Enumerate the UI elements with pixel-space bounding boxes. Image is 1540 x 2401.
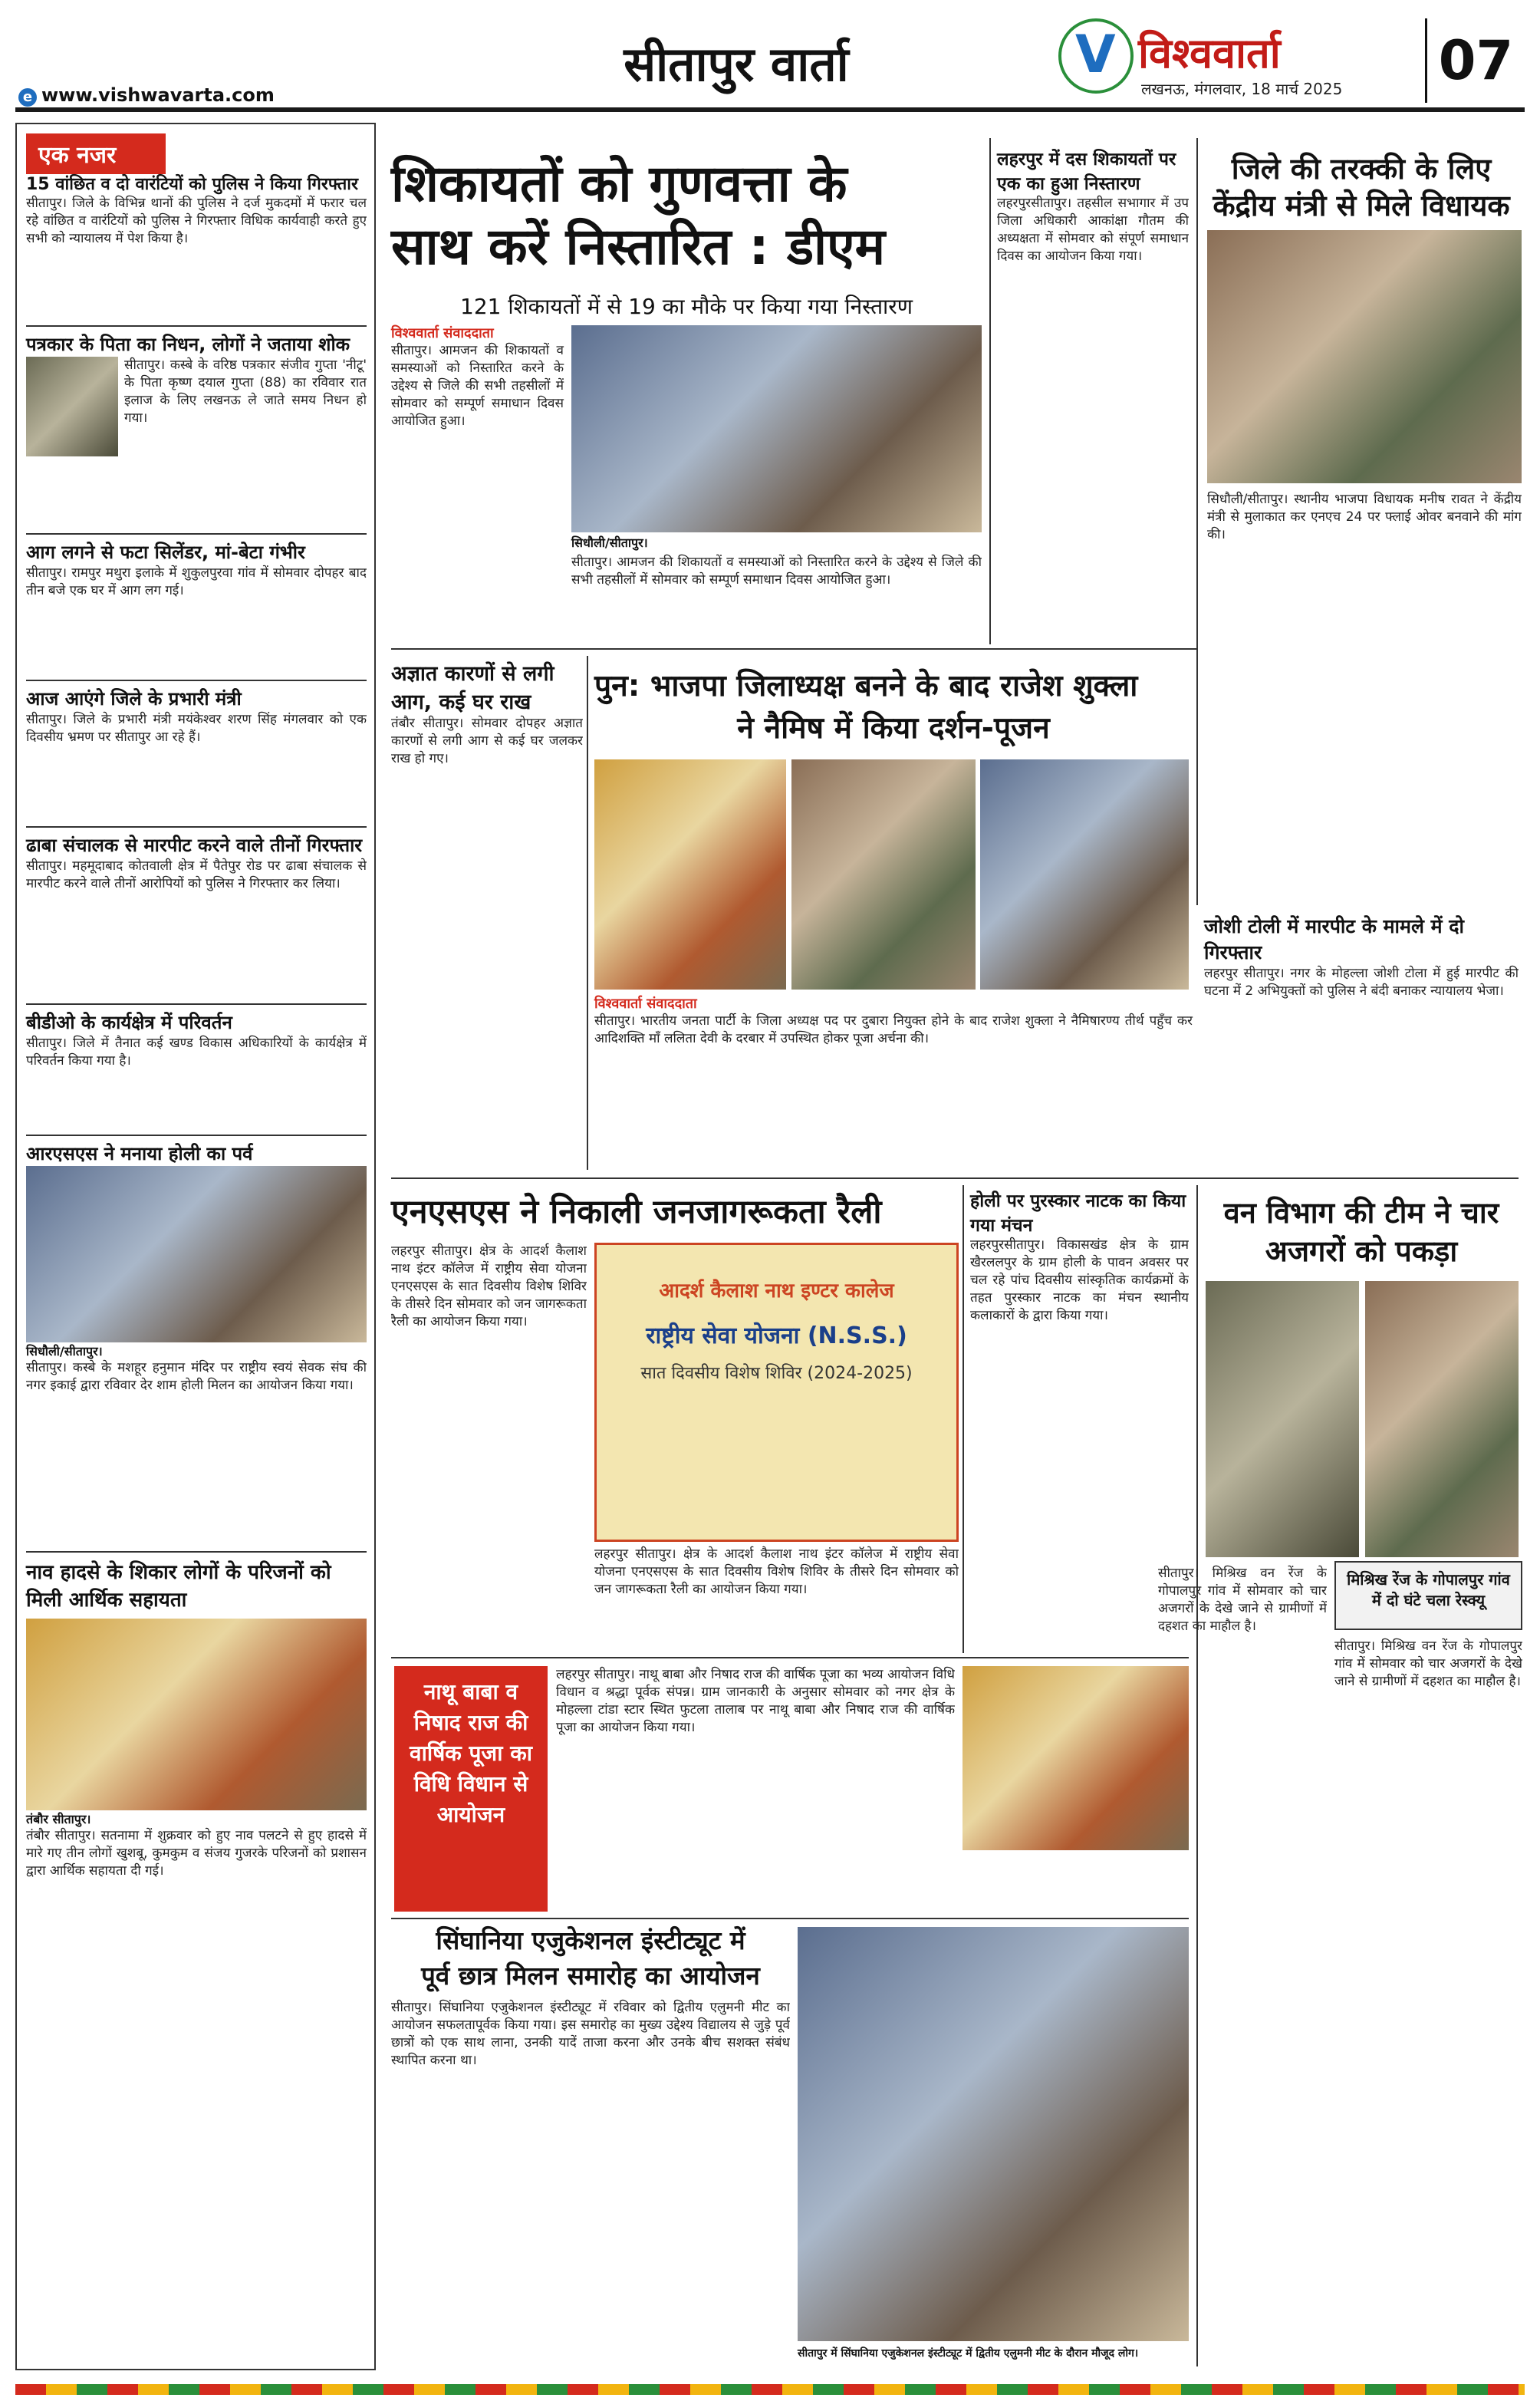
puja-body: लहरपुर सीतापुर। नाथू बाबा और निषाद राज की वार्षिक पूजा का भव्य आयोजन विधि विधान व श्रद्धा पूर्वक संपन्न। ग्राम जानकारी के अनुसार सोमवार को नगर क्षेत्र के मोहल्ला टांडा स्टार स्थित फुटला तालाब पर नाथू बाबा और निषाद राज की वार्षिक पूजा का आयोजन किया गया। [556,1667,955,1735]
drama-head: होली पर पुरस्कार नाटक का किया गया मंचन [970,1191,1186,1236]
python-photo-2 [1365,1281,1519,1557]
lead-body-continued: सीतापुर। आमजन की शिकायतों व समस्याओं को निस्तारित करने के उद्देश्य से जिले की सभी तहसीलों में सोमवार को सम्पूर्ण समाधान दिवस आयोजित हुआ। [571,555,982,588]
story-body: सीतापुर। जिले में तैनात कई खण्ड विकास अधिकारियों के कार्यक्षेत्र में परिवर्तन किया गया है। [26,1036,367,1069]
section-title: सीतापुर वार्ता [624,36,849,92]
fire-story [391,658,583,1221]
nss-head: एनएसएस ने निकाली जनजागरूकता रैली [391,1193,882,1231]
fire-head: अज्ञात कारणों से लगी आग, कई घर राख [391,662,554,714]
website-link[interactable] [18,84,275,107]
alumni-caption: सीतापुर में सिंघानिया एजुकेशनल इंस्टीट्यूट में द्वितीय एलुमनी मीट के दौरान मौजूद लोग। [798,2347,1139,2360]
forest-body-continued: सीतापुर। मिश्रिख वन रेंज के गोपालपुर गांव में सोमवार को चार अजगरों के देखे जाने से ग्रामीणों में दहशत का माहौल है। [1334,1639,1522,1689]
story-body: सीतापुर। महमूदाबाद कोतवाली क्षेत्र में पैतेपुर रोड पर ढाबा संचालक से मारपीट करने वाले तीनों आरोपियों को पुलिस ने गिरफ्तार कर लिया। [26,858,367,891]
story-head: आरएसएस ने मनाया होली का पर्व [26,1143,253,1164]
nss-banner-college: आदर्श कैलाश नाथ इण्टर कालेज [659,1280,894,1303]
drama-story [970,1187,1189,1651]
left-stories [26,172,367,2027]
story-head: बीडीओ के कार्यक्षेत्र में परिवर्तन [26,1012,232,1033]
dateline: लखनऊ, मंगलवार, 18 मार्च 2025 [1141,80,1343,98]
brand-name: विश्ववार्ता [1138,29,1281,77]
website-url: www.vishwavarta.com [41,84,275,106]
joshi-head: जोशी टोली में मारपीट के मामले में दो गिरफ्तार [1204,915,1465,963]
puja-photo [962,1666,1189,1850]
story-body: सीतापुर। जिले के विभिन्न थानों की पुलिस ने दर्ज मुकदमों में फरार चल रहे वांछित व वारंटियों को पुलिस ने गिरफ्तार विधिक कार्यवाही करते हुए सभी को न्यायालय में पेश किया है। [26,196,367,246]
lead-body: सीतापुर। आमजन की शिकायतों व समस्याओं को निस्तारित करने के उद्देश्य से जिले की सभी तहसीलों में सोमवार को सम्पूर्ण समाधान दिवस आयोजित हुआ। [391,343,564,429]
drama-body: लहरपुरसीतापुर। विकासखंड क्षेत्र के ग्राम खैरललपुर के ग्राम होली के पावन अवसर पर चल रहे पांच दिवसीय सांस्कृतिक कार्यक्रमों के तहत पुरस्कार नाटक का मंचन स्थानीय कलाकारों के द्वारा किया गया। [970,1237,1189,1323]
relief-photo [26,1619,367,1810]
story-body: तंबौर सीतापुर। सतनामा में शुक्रवार को हुए नाव पलटने से हुए हादसे में मारे गए तीन लोगों खुशबू, कुमकुम व संजय गुजरके परिजनों को प्रशासन द्वारा आर्थिक सहायता दी गई। [26,1828,367,1879]
nss-banner-scheme: राष्ट्रीय सेवा योजना (N.S.S.) [646,1322,907,1349]
bjp-photo-1 [594,759,786,990]
mp-body: सिधौली/सीतापुर। स्थानीय भाजपा विधायक मनीष रावत ने केंद्रीय मंत्री से मुलाकात कर एनएच 24 पर फ्लाई ओवर बनवाने की मांग की। [1207,492,1522,542]
mp-photo [1207,230,1522,483]
divider [391,1177,1519,1179]
bjp-head-1: पुन: भाजपा जिलाध्यक्ष बनने के बाद राजेश शुक्ला [594,669,1138,703]
divider [26,1135,367,1136]
lead-photo-caption: सिधौली/सीतापुर। [571,535,648,550]
lead-headline-1: शिकायतों को गुणवत्ता के [391,154,847,213]
page-number: 07 [1425,18,1525,103]
lahrpur-body: लहरपुरसीतापुर। तहसील सभागार में उप जिला अधिकारी आकांक्षा गौतम की अध्यक्षता में सोमवार को संपूर्ण समाधान दिवस का आयोजन किया गया। [997,196,1189,264]
story-head: आग लगने से फटा सिलेंडर, मां-बेटा गंभीर [26,542,305,563]
left-column-title: एक नजर [26,133,166,174]
python-photo-1 [1206,1281,1359,1557]
bjp-head-2: ने नैमिष में किया दर्शन-पूजन [737,711,1050,746]
story-head: नाव हादसे के शिकार लोगों के परिजनों को मिली आर्थिक सहायता [26,1561,331,1612]
mp-head: जिले की तरक्की के लिए केंद्रीय मंत्री से मिले विधायक [1213,152,1510,222]
lead-subhead: 121 शिकायतों में से 19 का मौके पर किया गया निस्तारण [460,294,913,319]
lead-headline-2: साथ करें निस्तारित : डीएम [391,217,886,276]
forest-photo-caption: मिश्रिख रेंज के गोपालपुर गांव में दो घंटे चला रेस्क्यू [1334,1561,1522,1630]
brand-block [1058,18,1411,103]
divider [391,1918,1189,1919]
column-divider [1196,138,1198,905]
story-body: सीतापुर। रामपुर मथुरा इलाके में शुकुलपुरवा गांव में सोमवार दोपहर बाद तीन बजे एक घर में आग लग गई। [26,565,367,598]
bjp-photo-2 [791,759,976,990]
divider [26,1003,367,1005]
column-divider [989,138,991,644]
puja-box: नाथू बाबा व निषाद राज की वार्षिक पूजा का विधि विधान से आयोजन [394,1666,548,1912]
masthead-rule [15,107,1525,112]
nss-photo [594,1243,959,1542]
divider [26,826,367,828]
alumni-head-2: पूर्व छात्र मिलन समारोह का आयोजन [421,1961,760,1991]
story-head: पत्रकार के पिता का निधन, लोगों ने जताया शोक [26,334,350,355]
story-body: सीतापुर। कस्बे के मशहूर हनुमान मंदिर पर राष्ट्रीय स्वयं सेवक संघ की नगर इकाई द्वारा रविवार देर शाम होली मिलन का आयोजन किया गया। [26,1360,367,1393]
footer-color-bar [15,2384,1525,2395]
lead-photo [571,325,982,532]
bjp-photo-3 [980,759,1189,990]
bjp-body: सीतापुर। भारतीय जनता पार्टी के जिला अध्यक्ष पद पर दुबारा नियुक्त होने के बाद राजेश शुक्ला ने नैमिषारण्य तीर्थ पहुँच कर आदिशक्ति माँ ललिता देवी के दरबार में उपस्थित होकर पूजा अर्चना की। [594,1013,1193,1046]
byline: विश्ववार्ता संवाददाता [391,325,494,341]
story-head: ढाबा संचालक से मारपीट करने वाले तीनों गिरफ्तार [26,835,363,856]
column-divider [962,1185,964,1653]
bjp-text [594,994,1193,1171]
story-body: सीतापुर। कस्बे के वरिष्ठ पत्रकार संजीव गुप्ता 'नीटू' के पिता कृष्ण दयाल गुप्ता (88) का रविवार रात इलाज के लिए लखनऊ ले जाते समय निधन हो गया। [124,357,367,426]
globe-icon: e [18,88,37,107]
divider [26,680,367,681]
column-divider [1196,1185,1198,2366]
story-head: आज आएंगे जिले के प्रभारी मंत्री [26,688,242,710]
joshi-body: लहरपुर सीतापुर। नगर के मोहल्ला जोशी टोला में हुई मारपीट की घटना में 2 अभियुक्तों को पुलिस ने बंदी बनाकर न्यायालय भेजा। [1204,966,1519,999]
nss-body: लहरपुर सीतापुर। क्षेत्र के आदर्श कैलाश नाथ इंटर कॉलेज में राष्ट्रीय सेवा योजना एनएसएस के सात दिवसीय विशेष शिविर के तीसरे दिन सोमवार को जन जागरूकता रैली का आयोजन किया गया। [391,1243,587,1329]
portrait-photo [26,357,118,456]
nss-banner-camp: सात दिवसीय विशेष शिविर (2024-2025) [640,1364,913,1383]
forest-body: सीतापुर। मिश्रिख वन रेंज के गोपालपुर गांव में सोमवार को चार अजगरों के देखे जाने से ग्रामीणों में दहशत का माहौल है। [1158,1566,1327,1634]
alumni-head-1: सिंघानिया एजुकेशनल इंस्टीट्यूट में [436,1925,745,1955]
divider [26,325,367,327]
divider [391,648,1196,650]
divider [26,1551,367,1553]
alumni-photo [798,1927,1189,2341]
divider [26,533,367,535]
story-body: सीतापुर। जिले के प्रभारी मंत्री मयंकेश्वर शरण सिंह मंगलवार को एक दिवसीय भ्रमण पर सीतापुर आ रहे हैं। [26,712,367,745]
lahrpur-head: लहरपुर में दस शिकायतों पर एक का हुआ निस्तारण [997,150,1176,194]
rss-photo [26,1166,367,1342]
forest-head: वन विभाग की टीम ने चार अजगरों को पकड़ा [1223,1196,1499,1268]
photo-caption: सिधौली/सीतापुर। [26,1344,103,1359]
fire-body: तंबौर सीतापुर। सोमवार दोपहर अज्ञात कारणों से लगी आग से कई घर जलकर राख हो गए। [391,716,583,766]
lead-text-block [391,324,564,638]
alumni-body: सीतापुर। सिंघानिया एजुकेशनल इंस्टीट्यूट में रविवार को द्वितीय एलुमनी मीट का आयोजन सफलतापूर्वक किया गया। इस समारोह का मुख्य उद्देश्य विद्यालय से जुड़े पूर्व छात्रों को एक साथ लाना, उनकी यादें ताजा करना और उनके बीच सशक्त संबंध स्थापित करना था। [391,2000,790,2068]
brand-logo-icon [1058,18,1134,94]
divider [391,1657,1189,1658]
column-divider [587,656,588,1170]
story-head: 15 वांछित व दो वारंटियों को पुलिस ने किया गिरफ्तार [26,175,358,194]
lahrpur-story [997,146,1189,632]
nss-body-continued: लहरपुर सीतापुर। क्षेत्र के आदर्श कैलाश नाथ इंटर कॉलेज में राष्ट्रीय सेवा योजना एनएसएस के सात दिवसीय विशेष शिविर के तीसरे दिन सोमवार को जन जागरूकता रैली का आयोजन किया गया। [594,1546,959,1597]
photo-caption: तंबौर सीतापुर। [26,1812,91,1826]
byline: विश्ववार्ता संवाददाता [594,996,697,1012]
